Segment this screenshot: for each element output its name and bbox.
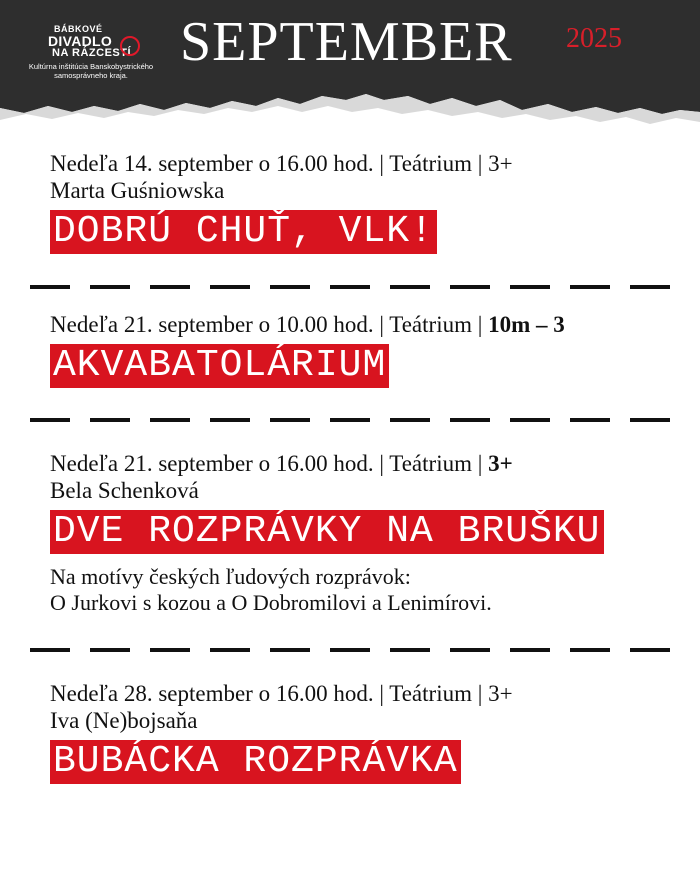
event-2 bbox=[50, 311, 565, 388]
header bbox=[0, 0, 700, 128]
event-info: Nedeľa 28. september o 16.00 hod. | Teátrium | 3+ bbox=[50, 681, 513, 706]
dashed-divider bbox=[30, 416, 670, 424]
event-info: Nedeľa 14. september o 16.00 hod. | Teátrium | 3+ bbox=[50, 151, 513, 176]
logo-text-line2: DIVADLO bbox=[48, 33, 113, 49]
event-3 bbox=[50, 450, 604, 616]
event-info bbox=[50, 311, 565, 338]
event-description-line2: O Jurkovi s kozou a O Dobromilovi a Lenimírovi. bbox=[50, 590, 492, 615]
logo-text-line1: BÁBKOVÉ bbox=[54, 24, 103, 34]
event-title: DVE ROZPRÁVKY NA BRUŠKU bbox=[50, 510, 604, 554]
event-4 bbox=[50, 680, 513, 784]
logo-subtitle bbox=[16, 62, 166, 80]
month-title: SEPTEMBER bbox=[180, 11, 513, 73]
event-title: AKVABATOLÁRIUM bbox=[50, 344, 389, 388]
event-description bbox=[50, 564, 604, 616]
logo-subtitle-line1: Kultúrna inštitúcia Banskobystrického bbox=[28, 62, 154, 71]
event-info bbox=[50, 450, 604, 477]
event-age: 3+ bbox=[488, 451, 513, 476]
event-description-line1: Na motívy českých ľudových rozprávok: bbox=[50, 564, 411, 589]
event-age: 10m – 3 bbox=[488, 312, 565, 337]
logo-circle-icon bbox=[120, 36, 140, 56]
logo-text-line3: NA RÁZCESTÍ bbox=[52, 47, 132, 59]
dashed-divider bbox=[30, 646, 670, 654]
event-author: Marta Guśniowska bbox=[50, 178, 225, 203]
event-author: Iva (Ne)bojsaňa bbox=[50, 708, 198, 733]
event-info-text: Nedeľa 21. september o 10.00 hod. | Teátrium | bbox=[50, 312, 489, 337]
theatre-logo bbox=[14, 22, 164, 84]
year-label: 2025 bbox=[566, 23, 622, 54]
event-title: BUBÁCKA ROZPRÁVKA bbox=[50, 740, 461, 784]
event-1 bbox=[50, 150, 513, 254]
logo-subtitle-line2: samosprávneho kraja. bbox=[54, 71, 128, 80]
event-author: Bela Schenková bbox=[50, 478, 199, 503]
event-title: DOBRÚ CHUŤ, VLK! bbox=[50, 210, 437, 254]
dashed-divider bbox=[30, 283, 670, 291]
event-info-text: Nedeľa 21. september o 16.00 hod. | Teátrium | bbox=[50, 451, 489, 476]
